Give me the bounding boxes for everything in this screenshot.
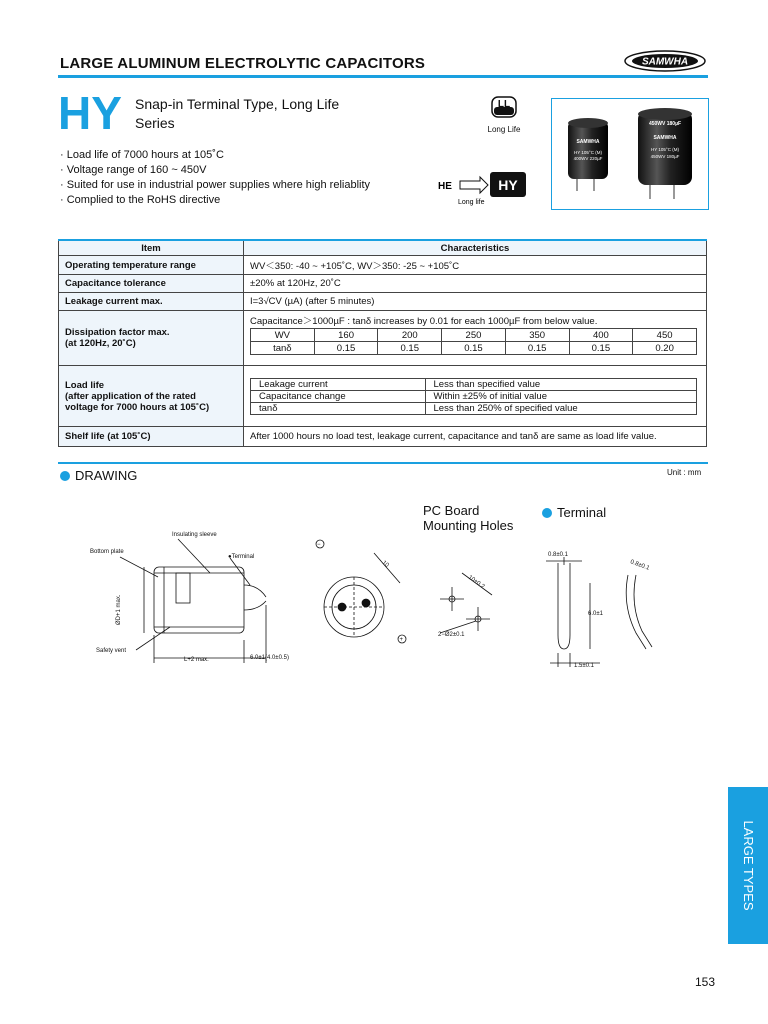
svg-text:10: 10 — [380, 559, 390, 569]
series-title-line2: Series — [135, 115, 175, 131]
logo-text: SAMWHA — [641, 56, 689, 68]
dissipation-subtable — [250, 328, 697, 355]
svg-text:−: − — [317, 542, 321, 548]
svg-text:SAMWHA: SAMWHA — [653, 135, 677, 141]
series-code: HY — [58, 87, 122, 139]
side-tab-label: LARGE TYPES — [741, 820, 756, 911]
dimension-drawings — [80, 525, 720, 675]
svg-text:L+2 max.: L+2 max. — [184, 657, 209, 663]
table-row — [59, 311, 707, 366]
svg-text:450WV 180µF: 450WV 180µF — [650, 154, 680, 159]
arrow-right-icon — [460, 177, 488, 193]
column-header-item: Item — [59, 240, 244, 256]
long-life-badge — [482, 96, 526, 134]
pcb-holes-drawing — [438, 573, 492, 638]
side-tab — [728, 787, 768, 944]
bullet-dot-icon — [60, 471, 70, 481]
long-life-label: Long Life — [487, 125, 521, 134]
svg-text:Bottom plate: Bottom plate — [90, 549, 124, 555]
svg-text:HY 105°C (M): HY 105°C (M) — [651, 147, 679, 152]
page-number: 153 — [695, 975, 716, 989]
pcb-title: PC Board Mounting Holes — [423, 503, 514, 533]
table-row — [59, 293, 707, 311]
feature-list — [60, 148, 370, 208]
table-row — [59, 427, 707, 447]
item-cell: Shelf life (at 105˚C) — [59, 427, 244, 447]
dissipation-note: Capacitance＞1000µF : tanδ increases by 0.01 for each 1000µF from below value. — [250, 316, 598, 327]
value-cell: ±20% at 120Hz, 20˚C — [244, 275, 707, 293]
drawing-title: DRAWING — [60, 468, 137, 483]
svg-text:Insulating sleeve: Insulating sleeve — [172, 532, 217, 538]
capacitor-photo — [551, 98, 709, 210]
item-cell: Load life (after application of the rated voltage for 7000 hours at 105˚C) — [59, 366, 244, 427]
he-arrow-label: Long life — [458, 199, 485, 206]
feature-item: · Load life of 7000 hours at 105˚C — [60, 148, 370, 163]
svg-text:10±0.2: 10±0.2 — [466, 574, 486, 591]
terminal-title: Terminal — [542, 505, 606, 520]
long-life-icon — [491, 96, 517, 118]
value-cell: After 1000 hours no load test, leakage current, capacitance and tanδ are same as load life value. — [244, 427, 707, 447]
svg-text:LL: LL — [497, 99, 511, 110]
value-cell: I=3√CV (µA) (after 5 minutes) — [244, 293, 707, 311]
series-title-line1: Snap-in Terminal Type, Long Life — [135, 96, 340, 112]
page-header-title: LARGE ALUMINUM ELECTROLYTIC CAPACITORS — [60, 55, 426, 72]
table-row — [59, 366, 707, 427]
drawing-rule — [58, 462, 708, 464]
svg-text:Safety vent: Safety vent — [96, 648, 127, 654]
svg-text:+: + — [399, 637, 404, 643]
table-row — [59, 256, 707, 275]
svg-text:6.0±1(4.0±0.5): 6.0±1(4.0±0.5) — [250, 655, 289, 661]
svg-text:0.8±0.1: 0.8±0.1 — [629, 559, 651, 572]
item-cell: Leakage current max. — [59, 293, 244, 311]
table-header-row — [59, 240, 707, 256]
characteristics-table — [58, 239, 707, 447]
he-to-hy-diagram — [438, 170, 533, 206]
header-rule — [58, 75, 708, 78]
svg-text:HY 105°C (M): HY 105°C (M) — [574, 150, 602, 155]
value-cell — [244, 366, 707, 427]
value-cell: WV＜350: -40 ~ +105˚C, WV＞350: -25 ~ +105˚C — [244, 256, 707, 275]
item-cell: Dissipation factor max. (at 120Hz, 20˚C) — [59, 311, 244, 366]
top-view-drawing — [316, 540, 406, 643]
tan-delta-row: tanδ 0.15 0.15 0.15 0.15 0.15 0.20 — [251, 342, 697, 355]
svg-text:ØD+1 max.: ØD+1 max. — [116, 594, 122, 625]
svg-text:400WV 220µF: 400WV 220µF — [573, 156, 603, 161]
feature-item: · Suited for use in industrial power supplies where high reliablity — [60, 178, 370, 193]
bullet-dot-icon — [542, 508, 552, 518]
side-view-drawing — [90, 532, 289, 663]
column-header-characteristics: Characteristics — [244, 240, 707, 256]
feature-item: · Complied to the RoHS directive — [60, 193, 370, 208]
terminal-drawing — [546, 552, 652, 669]
capacitor-small — [568, 118, 608, 191]
load-life-subtable: Leakage current Less than specified value Capacitance change Within ±25% of initial value tanδ Less than 250% of specified value — [250, 378, 697, 415]
unit-label: Unit : mm — [667, 468, 702, 477]
feature-item: · Voltage range of 160 ~ 450V — [60, 163, 370, 178]
svg-text:2−Ø2±0.1: 2−Ø2±0.1 — [438, 632, 465, 638]
svg-text:1.5±0.1: 1.5±0.1 — [574, 663, 594, 669]
capacitor-large — [638, 108, 692, 199]
svg-text:6.0±1: 6.0±1 — [588, 611, 603, 617]
svg-text:●Terminal: ●Terminal — [228, 554, 255, 560]
svg-text:450WV 180µF: 450WV 180µF — [648, 121, 682, 127]
wv-row: WV 160 200 250 350 400 450 — [251, 329, 697, 342]
svg-text:0.8±0.1: 0.8±0.1 — [548, 552, 568, 558]
value-cell — [244, 311, 707, 366]
he-label: HE — [438, 181, 452, 192]
samwha-logo — [624, 50, 706, 72]
hy-label: HY — [498, 177, 518, 193]
item-cell: Operating temperature range — [59, 256, 244, 275]
svg-text:SAMWHA: SAMWHA — [576, 139, 600, 145]
item-cell: Capacitance tolerance — [59, 275, 244, 293]
series-title — [135, 95, 395, 133]
table-row — [59, 275, 707, 293]
